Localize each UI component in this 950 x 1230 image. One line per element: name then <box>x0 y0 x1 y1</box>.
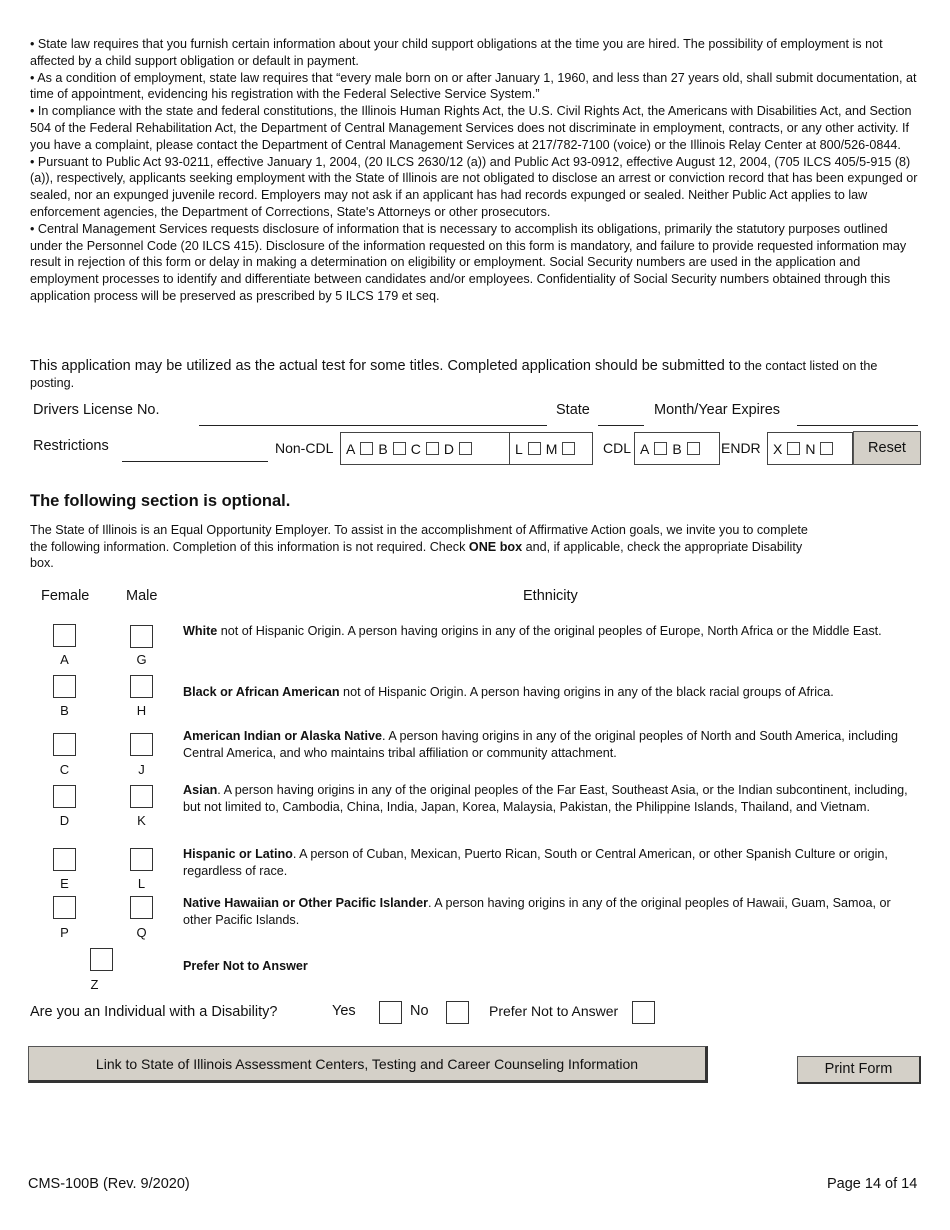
ethnicity-pacific-islander-title: Native Hawaiian or Other Pacific Islander <box>183 896 428 910</box>
prefer-not-label: Prefer Not to Answer <box>183 959 308 973</box>
license-class-group <box>509 432 593 465</box>
female-hispanic-code: E <box>60 876 69 891</box>
notice-child-support: • State law requires that you furnish certain information about your child support obligations at the time you are hired. The possibility of employment is not affected by a child support obligation or default in payment. <box>30 37 883 68</box>
eeo-intro-bold: ONE box <box>468 539 523 554</box>
disability-yes-checkbox[interactable] <box>379 1001 402 1024</box>
male-pacific-islander-checkbox[interactable] <box>130 896 153 919</box>
drivers-license-field[interactable] <box>199 425 547 426</box>
endr-n-label: N <box>805 440 816 457</box>
male-column-header: Male <box>126 588 158 604</box>
ethnicity-american-indian-text: . A person having origins in any of the original peoples of North and South America, including Central America, and who maintains tribal affiliation or community attachment. <box>183 729 898 760</box>
noncdl-a-checkbox[interactable] <box>360 442 373 455</box>
endr-x-label: X <box>773 440 783 457</box>
utilization-statement <box>30 358 925 392</box>
female-pacific-islander-checkbox[interactable] <box>53 896 76 919</box>
noncdl-d-label: D <box>443 440 454 457</box>
utilization-main: This application may be utilized as the actual test for some titles. Completed application should be submitted to <box>30 358 741 374</box>
noncdl-c-checkbox[interactable] <box>426 442 439 455</box>
cdl-label: CDL <box>603 440 632 456</box>
ethnicity-black-description <box>183 684 918 701</box>
ethnicity-white-title: White <box>183 624 218 638</box>
ethnicity-black-text: not of Hispanic Origin. A person having origins in any of the black racial groups of Africa. <box>339 685 834 699</box>
endr-x-checkbox[interactable] <box>787 442 800 455</box>
restrictions-field[interactable] <box>122 461 268 462</box>
female-black-code: B <box>60 703 69 718</box>
female-white-code: A <box>60 652 69 667</box>
female-pacific-islander-code: P <box>60 925 69 940</box>
disability-question: Are you an Individual with a Disability? <box>30 1004 278 1020</box>
ethnicity-pacific-islander-description <box>183 895 918 929</box>
state-label: State <box>556 402 590 418</box>
noncdl-d-checkbox[interactable] <box>459 442 472 455</box>
ethnicity-pacific-islander-text: . A person having origins in any of the original peoples of Hawaii, Guam, Samoa, or other Pacific Islands. <box>183 896 891 927</box>
male-white-checkbox[interactable] <box>130 625 153 648</box>
ethnicity-white-text: not of Hispanic Origin. A person having origins in any of the original peoples of Europe, North Africa or the Middle East. <box>217 624 882 638</box>
endorsement-group <box>767 432 853 465</box>
cdl-class-group <box>634 432 720 465</box>
eeo-intro-pre: The State of Illinois is an Equal Opportunity Employer. To assist in the accomplishment of Affirmative Action goals, we invite you to complete the following information. Completion of this information is not required. Check <box>30 523 808 554</box>
male-black-checkbox[interactable] <box>130 675 153 698</box>
prefer-not-code: Z <box>90 977 99 992</box>
expires-field[interactable] <box>797 425 918 426</box>
print-form-button[interactable]: Print Form <box>797 1056 921 1084</box>
cdl-a-label: A <box>640 440 650 457</box>
expires-label: Month/Year Expires <box>654 402 781 418</box>
noncdl-b-checkbox[interactable] <box>393 442 406 455</box>
class-m-checkbox[interactable] <box>562 442 575 455</box>
disability-yes-label: Yes <box>332 1003 356 1019</box>
noncdl-b-label: B <box>378 440 388 457</box>
ethnicity-asian-text: . A person having origins in any of the original peoples of the Far East, Southeast Asia, or the Indian subcontinent, including, but not limited to, Cambodia, China, India, Japan, Korea, Malaysia, Pakistan, the Philippine Islands, Thailand, and Vietnam. <box>183 783 908 814</box>
endr-n-checkbox[interactable] <box>820 442 833 455</box>
female-american-indian-checkbox[interactable] <box>53 733 76 756</box>
class-l-label: L <box>515 440 523 457</box>
page-number: Page 14 of 14 <box>827 1176 918 1192</box>
assessment-centers-link-button[interactable]: Link to State of Illinois Assessment Centers, Testing and Career Counseling Information <box>28 1046 708 1083</box>
ethnicity-american-indian-title: American Indian or Alaska Native <box>183 729 383 743</box>
class-m-label: M <box>545 440 558 457</box>
male-pacific-islander-code: Q <box>136 925 147 940</box>
ethnicity-black-title: Black or African American <box>183 685 340 699</box>
ethnicity-column-header: Ethnicity <box>523 588 578 604</box>
disability-no-checkbox[interactable] <box>446 1001 469 1024</box>
male-american-indian-code: J <box>138 762 145 777</box>
class-l-checkbox[interactable] <box>528 442 541 455</box>
ethnicity-white-description <box>183 623 918 640</box>
female-hispanic-checkbox[interactable] <box>53 848 76 871</box>
eeo-intro-post: and, if applicable, check the appropriate Disability box. <box>30 539 803 570</box>
ethnicity-asian-title: Asian <box>183 783 218 797</box>
state-field[interactable] <box>598 425 644 426</box>
ethnicity-hispanic-title: Hispanic or Latino <box>183 847 293 861</box>
noncdl-a-label: A <box>346 440 356 457</box>
form-id: CMS-100B (Rev. 9/2020) <box>28 1176 190 1192</box>
male-hispanic-code: L <box>137 876 146 891</box>
female-black-checkbox[interactable] <box>53 675 76 698</box>
disability-no-label: No <box>410 1003 429 1019</box>
male-hispanic-checkbox[interactable] <box>130 848 153 871</box>
disability-prefer-label: Prefer Not to Answer <box>489 1003 619 1019</box>
female-asian-checkbox[interactable] <box>53 785 76 808</box>
ethnicity-american-indian-description <box>183 728 918 762</box>
ethnicity-asian-description <box>183 782 918 816</box>
notice-block <box>30 36 920 305</box>
prefer-not-checkbox[interactable] <box>90 948 113 971</box>
notice-selective-service: • As a condition of employment, state law requires that “every male born on or after January 1, 1960, and less than 27 years old, shall submit documentation, at time of appointment, evidencing his registration with the Federal Selective Service System.” <box>30 70 917 102</box>
male-asian-code: K <box>137 813 146 828</box>
cdl-a-checkbox[interactable] <box>654 442 667 455</box>
notice-disclosure: • Central Management Services requests disclosure of information that is necessary to accomplish its obligations, primarily the statutory purposes outlined under the Personnel Code (20 ILCS 415). Disclosure of the information requested on this form is mandatory, and failure to provide requested information may result in rejection of this form or delay in making a determination on eligibility or employment. Social Security numbers are used in the application and employment processes to identify and differentiate between candidates and/or employees. Confidentiality of Social Security numbers obtained through this application process will be preserved as prescribed by 5 ILCS 179 et seq. <box>30 221 907 303</box>
female-column-header: Female <box>41 588 90 604</box>
optional-section-heading: The following section is optional. <box>30 492 291 510</box>
female-asian-code: D <box>59 813 70 828</box>
drivers-license-label: Drivers License No. <box>33 402 160 418</box>
reset-button[interactable]: Reset <box>853 431 921 465</box>
male-american-indian-checkbox[interactable] <box>130 733 153 756</box>
cdl-b-checkbox[interactable] <box>687 442 700 455</box>
male-white-code: G <box>136 652 147 667</box>
noncdl-label: Non-CDL <box>275 440 334 456</box>
male-asian-checkbox[interactable] <box>130 785 153 808</box>
cdl-b-label: B <box>672 440 682 457</box>
notice-non-discrimination: • In compliance with the state and federal constitutions, the Illinois Human Rights Act, the U.S. Civil Rights Act, the Americans with Disabilities Act, and Section 504 of the Federal Rehabilitation Act, the Department of Central Management Services does not discriminate in employment, contracts, or any other activity. If you have a complaint, please contact the Department of Central Management Services at 217/782-7100 (voice) or the Illinois Relay Center at 800/526-0844. <box>30 104 912 152</box>
notice-expunged-records: • Pursuant to Public Act 93-0211, effective January 1, 2004, (20 ILCS 2630/12 (a)) and Public Act 93-0912, effective August 12, 2004, (705 ILCS 405/5-915 (8)(a)), respectively, applicants seeking employment with the State of Illinois are not obligated to disclose an arrest or conviction record that has been expunged or sealed, nor an expunged juvenile record. Employers may not ask if an applicant has had records expunged or sealed. Neither Public Act applies to law enforcement agencies, the Department of Corrections, State's Attorneys or other prosecutors. <box>30 154 918 219</box>
restrictions-label: Restrictions <box>33 438 109 454</box>
female-american-indian-code: C <box>59 762 70 777</box>
ethnicity-hispanic-description <box>183 846 918 880</box>
male-black-code: H <box>136 703 147 718</box>
utilization-tail: the contact listed on the posting. <box>30 359 878 390</box>
eeo-statement <box>30 522 810 572</box>
endr-label: ENDR <box>721 440 761 456</box>
noncdl-c-label: C <box>410 440 421 457</box>
female-white-checkbox[interactable] <box>53 624 76 647</box>
noncdl-class-group <box>340 432 510 465</box>
disability-prefer-checkbox[interactable] <box>632 1001 655 1024</box>
ethnicity-hispanic-text: . A person of Cuban, Mexican, Puerto Rican, South or Central American, or other Spanish Culture or origin, regardless of race. <box>183 847 888 878</box>
